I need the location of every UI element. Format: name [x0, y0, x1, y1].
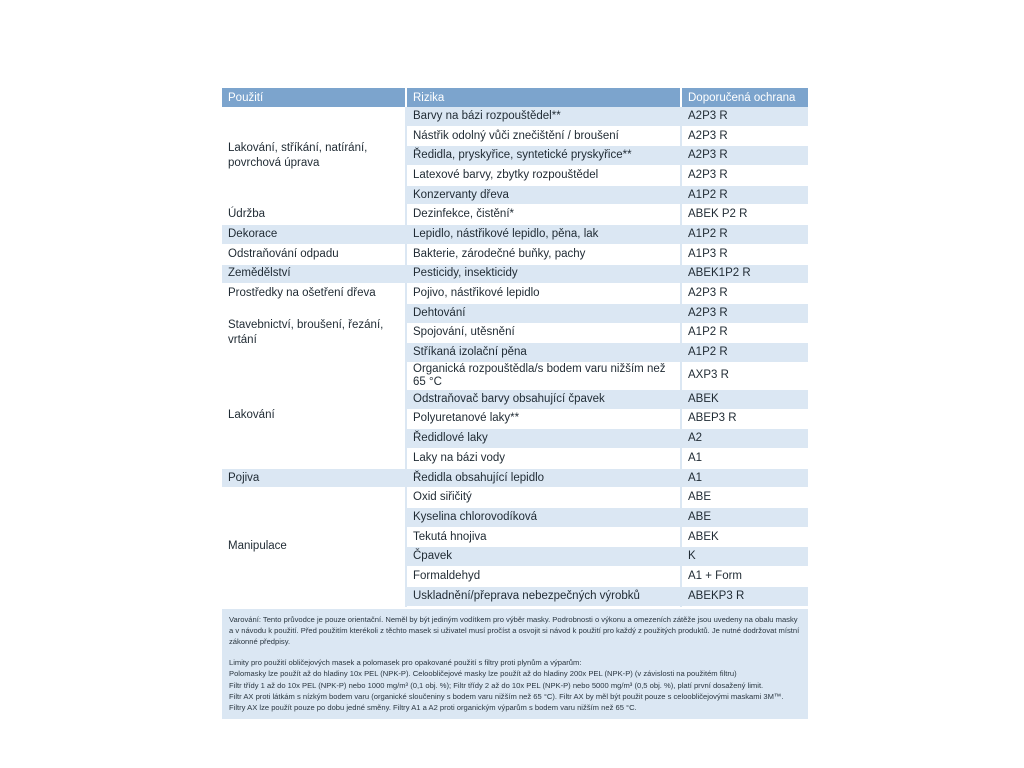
risk-cell: Tekutá hnojiva: [406, 527, 681, 547]
use-cell: Lakování, stříkání, natírání, povrchová úprava: [222, 107, 406, 205]
warning-note: Varování: Tento průvodce je pouze orientační. Neměl by být jediným vodítkem pro výběr masky. Podrobnosti o výkonu a omezeních zátěže jsou uvedeny na obalu masky a v návodu k použití. Před použitím kterékoli z těchto masek si uživatel musí pročíst a osvojit si návod k použití pro každý z použitých produktů. Je nutné dodržovat místní zákonné předpisy.: [229, 614, 800, 646]
limits-line: Filtry AX lze použít pouze po dobu jedné směny. Filtry A1 a A2 proti organickým výparům s bodem varu nižším než 65 °C.: [229, 702, 637, 712]
header-protection: Doporučená ochrana: [681, 88, 808, 107]
protection-cell: ABE: [681, 488, 808, 508]
risk-cell: Uskladnění/přeprava nebezpečných výrobků: [406, 586, 681, 606]
table-row: [222, 362, 808, 389]
risk-cell: Stříkaná izolační pěna: [406, 343, 681, 363]
protection-cell: A1P2 R: [681, 185, 808, 205]
use-cell: Stavebnictví, broušení, řezání, vrtání: [222, 303, 406, 362]
protection-table: [222, 88, 808, 607]
protection-cell: K: [681, 547, 808, 567]
risk-cell: Bakterie, zárodečné buňky, pachy: [406, 244, 681, 264]
table-row: [222, 468, 808, 488]
protection-cell: A1P3 R: [681, 244, 808, 264]
risk-cell: Ředidla obsahující lepidlo: [406, 468, 681, 488]
protection-cell: A2P3 R: [681, 126, 808, 146]
risk-cell: Pesticidy, insekticidy: [406, 264, 681, 284]
risk-cell: Konzervanty dřeva: [406, 185, 681, 205]
risk-cell: Čpavek: [406, 547, 681, 567]
protection-cell: ABEK: [681, 389, 808, 409]
risk-cell: Polyuretanové laky**: [406, 409, 681, 429]
protection-cell: ABEK P2 R: [681, 205, 808, 225]
protection-cell: A2P3 R: [681, 166, 808, 186]
use-cell: Odstraňování odpadu: [222, 244, 406, 264]
protection-cell: ABE: [681, 508, 808, 528]
risk-cell: Latexové barvy, zbytky rozpouštědel: [406, 166, 681, 186]
risk-cell: Ředidla, pryskyřice, syntetické pryskyřice**: [406, 146, 681, 166]
notes-box: [222, 609, 808, 720]
protection-cell: A2P3 R: [681, 303, 808, 323]
risk-cell: Kyselina chlorovodíková: [406, 508, 681, 528]
protection-cell: ABEKP3 R: [681, 586, 808, 606]
risk-cell: Lepidlo, nástřikové lepidlo, pěna, lak: [406, 225, 681, 245]
use-cell: Prostředky na ošetření dřeva: [222, 284, 406, 304]
protection-cell: A2P3 R: [681, 146, 808, 166]
table-row: [222, 488, 808, 508]
protection-cell: ABEP3 R: [681, 409, 808, 429]
risk-cell: Spojování, utěsnění: [406, 323, 681, 343]
protection-cell: A1: [681, 449, 808, 469]
use-cell: Dekorace: [222, 225, 406, 245]
use-cell: Manipulace: [222, 488, 406, 606]
protection-cell: A2: [681, 429, 808, 449]
limits-line: Filtr AX proti látkám s nízkým bodem varu (organické sloučeniny s bodem varu nižším než 65 °C). Filtr AX by měl být použit pouze s celoobličejovými maskami 3M™.: [229, 691, 784, 701]
protection-cell: ABEK: [681, 527, 808, 547]
use-cell: Lakování: [222, 362, 406, 468]
use-cell: Pojiva: [222, 468, 406, 488]
header-risk: Rizika: [406, 88, 681, 107]
risk-cell: Nástřik odolný vůči znečištění / broušení: [406, 126, 681, 146]
use-cell: Zemědělství: [222, 264, 406, 284]
protection-cell: A1: [681, 468, 808, 488]
risk-cell: Laky na bázi vody: [406, 449, 681, 469]
risk-cell: Dehtování: [406, 303, 681, 323]
table-row: [222, 303, 808, 323]
respirator-guide: [222, 88, 808, 719]
limits-line: Polomasky lze použít až do hladiny 10x PEL (NPK-P). Celoobličejové masky lze použít až do hladiny 200x PEL (NPK-P) (v závislosti na použitém filtru): [229, 669, 737, 679]
limits-line: Limity pro použití obličejových masek a polomasek pro opakované použití s filtry proti plynům a výparům:: [229, 658, 582, 668]
use-cell: Údržba: [222, 205, 406, 225]
table-header-row: [222, 88, 808, 107]
protection-cell: A1P2 R: [681, 323, 808, 343]
risk-cell: Barvy na bázi rozpouštědel**: [406, 107, 681, 126]
protection-cell: A2P3 R: [681, 284, 808, 304]
protection-cell: ABEK1P2 R: [681, 264, 808, 284]
table-row: [222, 205, 808, 225]
table-row: [222, 244, 808, 264]
risk-cell: Pojivo, nástřikové lepidlo: [406, 284, 681, 304]
risk-cell: Oxid siřičitý: [406, 488, 681, 508]
table-row: [222, 264, 808, 284]
protection-cell: A1P2 R: [681, 343, 808, 363]
risk-cell: Organická rozpouštědla/s bodem varu nižším než 65 °C: [406, 362, 681, 389]
risk-cell: Odstraňovač barvy obsahující čpavek: [406, 389, 681, 409]
risk-cell: Dezinfekce, čistění*: [406, 205, 681, 225]
risk-cell: Ředidlové laky: [406, 429, 681, 449]
table-row: [222, 284, 808, 304]
table-row: [222, 107, 808, 126]
protection-cell: A2P3 R: [681, 107, 808, 126]
protection-cell: A1 + Form: [681, 567, 808, 587]
risk-cell: Formaldehyd: [406, 567, 681, 587]
protection-cell: A1P2 R: [681, 225, 808, 245]
table-row: [222, 225, 808, 245]
table-body: [222, 107, 808, 606]
header-use: Použití: [222, 88, 406, 107]
protection-cell: AXP3 R: [681, 362, 808, 389]
limits-line: Filtr třídy 1 až do 10x PEL (NPK-P) nebo 1000 mg/m³ (0,1 obj. %); Filtr třídy 2 až do 10x PEL (NPK-P) nebo 5000 mg/m³ (0,5 obj. %), platí první dosažený limit.: [229, 680, 764, 690]
